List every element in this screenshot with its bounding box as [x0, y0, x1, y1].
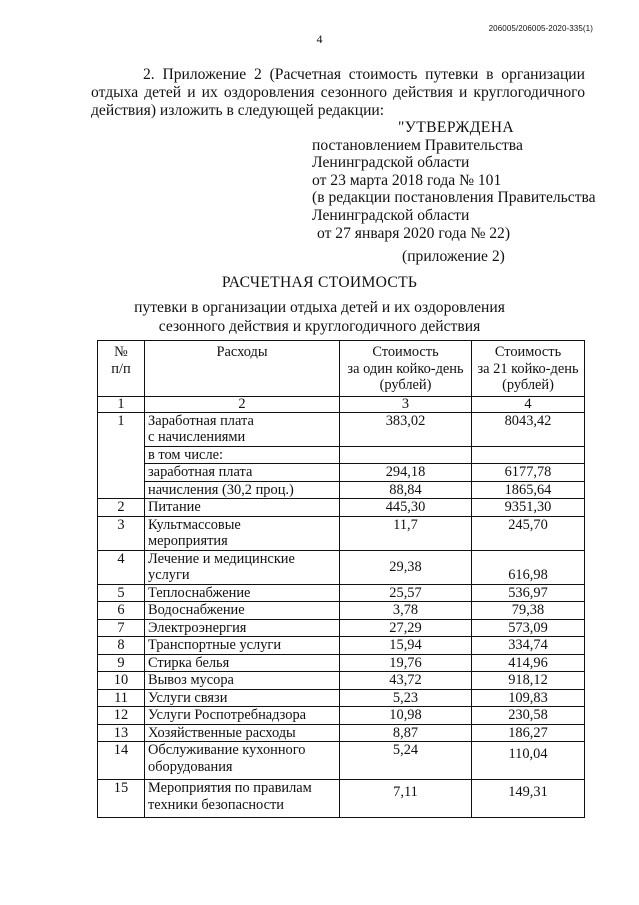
row-cost-21-days: 536,97: [472, 584, 585, 602]
table-row: [98, 412, 585, 446]
row-number: 6: [98, 602, 145, 620]
header-cost-per-day: [340, 341, 472, 397]
approval-line: Ленинградской области: [312, 154, 470, 172]
document-id: 206005/206005-2020-335(1): [488, 24, 593, 33]
row-cost-21-days: 1865,64: [472, 481, 585, 499]
table-row: [98, 637, 585, 655]
row-number: 9: [98, 654, 145, 672]
row-cost-21-days: 616,98: [472, 550, 585, 584]
header-line: за 21 койко-день: [477, 360, 579, 377]
row-cost-per-day: 445,30: [340, 499, 472, 517]
row-expense: Водоснабжение: [145, 602, 340, 620]
approval-line: от 27 января 2020 года № 22): [317, 224, 511, 242]
row-cost-per-day: 3,78: [340, 602, 472, 620]
approval-block: [312, 119, 602, 266]
row-number: 10: [98, 672, 145, 690]
row-cost-21-days: 6177,78: [472, 464, 585, 482]
row-cost-per-day: 25,57: [340, 584, 472, 602]
page-number: 4: [316, 32, 323, 46]
row-number: 12: [98, 707, 145, 725]
row-cost-per-day: 294,18: [340, 464, 472, 482]
row-cost-21-days: 414,96: [472, 654, 585, 672]
row-cost-per-day: 15,94: [340, 637, 472, 655]
row-including-label: в том числе:: [145, 446, 340, 464]
expense-line: услуги: [148, 567, 190, 583]
header-line: Стоимость: [372, 344, 439, 360]
header-number: [98, 341, 145, 397]
approval-line: от 23 марта 2018 года № 101: [312, 171, 502, 189]
row-cost-21-days: 186,27: [472, 724, 585, 742]
row-number: 11: [98, 689, 145, 707]
header-cost-21-days: [472, 341, 585, 397]
amendment-paragraph: 2. Приложение 2 (Расчетная стоимость путевки в организации отдыха детей и их оздоровления сезонного действия и круглогодичного действия) изложить в следующей редакции:: [91, 66, 585, 119]
row-expense: [145, 516, 340, 550]
row-number: 7: [98, 619, 145, 637]
table-row: [98, 654, 585, 672]
cost-table: [97, 340, 585, 818]
row-cost-per-day: 5,24: [340, 742, 472, 780]
row-cost-21-days: 230,58: [472, 707, 585, 725]
row-expense: Теплоснабжение: [145, 584, 340, 602]
expense-line: с начислениями: [148, 429, 246, 445]
row-number: 2: [98, 499, 145, 517]
row-cost-21-days: 79,38: [472, 602, 585, 620]
title-subline: путевки в организации отдыха детей и их оздоровления: [134, 299, 505, 316]
row-expense: Вывоз мусора: [145, 672, 340, 690]
table-header-row: [98, 341, 585, 397]
row-cost-per-day: 88,84: [340, 481, 472, 499]
row-cost-21-days: [472, 446, 585, 464]
table-row: [98, 584, 585, 602]
table-row: [98, 550, 585, 584]
row-expense: Стирка белья: [145, 654, 340, 672]
row-number: 8: [98, 637, 145, 655]
header-line: за один койко-день: [347, 360, 464, 377]
column-index: 2: [145, 396, 340, 412]
row-expense: Электроэнергия: [145, 619, 340, 637]
row-number: 13: [98, 724, 145, 742]
row-expense: Услуги связи: [145, 689, 340, 707]
row-expense: Услуги Роспотребнадзора: [145, 707, 340, 725]
expense-line: мероприятия: [148, 533, 228, 549]
row-number: 14: [98, 742, 145, 780]
table-row: [98, 499, 585, 517]
table-row: [98, 516, 585, 550]
row-cost-21-days: 245,70: [472, 516, 585, 550]
header-line: Стоимость: [494, 344, 562, 360]
expense-line: Заработная плата: [148, 412, 254, 429]
table-row: [98, 724, 585, 742]
row-cost-per-day: 8,87: [340, 724, 472, 742]
row-expense: начисления (30,2 проц.): [145, 481, 340, 499]
column-index: 4: [472, 396, 585, 412]
row-expense: [145, 412, 340, 446]
row-cost-per-day: 5,23: [340, 689, 472, 707]
expense-line: Лечение и медицинские: [148, 550, 295, 567]
document-title: [0, 274, 639, 336]
table-row: [98, 446, 585, 464]
row-cost-21-days: 8043,42: [472, 412, 585, 446]
header-number-line: п/п: [111, 360, 131, 377]
header-line: (рублей): [379, 377, 432, 393]
row-expense: [145, 780, 340, 818]
table-row: [98, 619, 585, 637]
column-index-row: [98, 396, 585, 412]
table-row: [98, 464, 585, 482]
column-index: 1: [98, 396, 145, 412]
row-cost-per-day: [340, 446, 472, 464]
table-row: [98, 707, 585, 725]
row-expense: заработная плата: [145, 464, 340, 482]
appendix-label: (приложение 2): [402, 248, 505, 266]
row-cost-per-day: 10,98: [340, 707, 472, 725]
row-cost-21-days: 109,83: [472, 689, 585, 707]
row-cost-per-day: 7,11: [340, 780, 472, 818]
table-row: [98, 689, 585, 707]
title-heading: РАСЧЕТНАЯ СТОИМОСТЬ: [221, 274, 418, 291]
row-number: 3: [98, 516, 145, 550]
row-number: 15: [98, 780, 145, 818]
row-cost-21-days: 918,12: [472, 672, 585, 690]
header-number-line: №: [114, 344, 128, 360]
row-cost-per-day: 27,29: [340, 619, 472, 637]
table-row: [98, 481, 585, 499]
expense-line: Культмассовые: [148, 516, 241, 533]
approval-line: Ленинградской области: [312, 206, 470, 224]
row-expense: Транспортные услуги: [145, 637, 340, 655]
row-expense: [145, 742, 340, 780]
row-cost-21-days: 110,04: [472, 742, 585, 780]
row-cost-21-days: 334,74: [472, 637, 585, 655]
header-expenses: Расходы: [145, 341, 340, 397]
table-row: [98, 672, 585, 690]
header-line: (рублей): [502, 377, 554, 393]
row-cost-per-day: 11,7: [340, 516, 472, 550]
title-subline: сезонного действия и круглогодичного действия: [158, 318, 481, 335]
row-cost-per-day: 43,72: [340, 672, 472, 690]
row-number: 5: [98, 584, 145, 602]
approval-line: постановлением Правительства: [312, 136, 523, 154]
approval-line: (в редакции постановления Правительства: [312, 189, 596, 207]
row-cost-per-day: 19,76: [340, 654, 472, 672]
table-row: [98, 602, 585, 620]
expense-line: Мероприятия по правилам: [148, 780, 312, 796]
row-expense: [145, 550, 340, 584]
table-row: [98, 780, 585, 818]
row-cost-21-days: 149,31: [472, 780, 585, 818]
row-number: 1: [98, 412, 145, 499]
row-cost-per-day: 29,38: [340, 550, 472, 584]
row-cost-21-days: 9351,30: [472, 499, 585, 517]
column-index: 3: [340, 396, 472, 412]
row-number: 4: [98, 550, 145, 584]
table-row: [98, 742, 585, 780]
row-expense: Хозяйственные расходы: [145, 724, 340, 742]
approval-heading: "УТВЕРЖДЕНА: [398, 119, 515, 136]
row-expense: Питание: [145, 499, 340, 517]
expense-line: Обслуживание кухонного: [148, 742, 306, 758]
expense-line: техники безопасности: [148, 796, 284, 813]
row-cost-per-day: 383,02: [340, 412, 472, 446]
expense-line: оборудования: [148, 758, 233, 775]
row-cost-21-days: 573,09: [472, 619, 585, 637]
